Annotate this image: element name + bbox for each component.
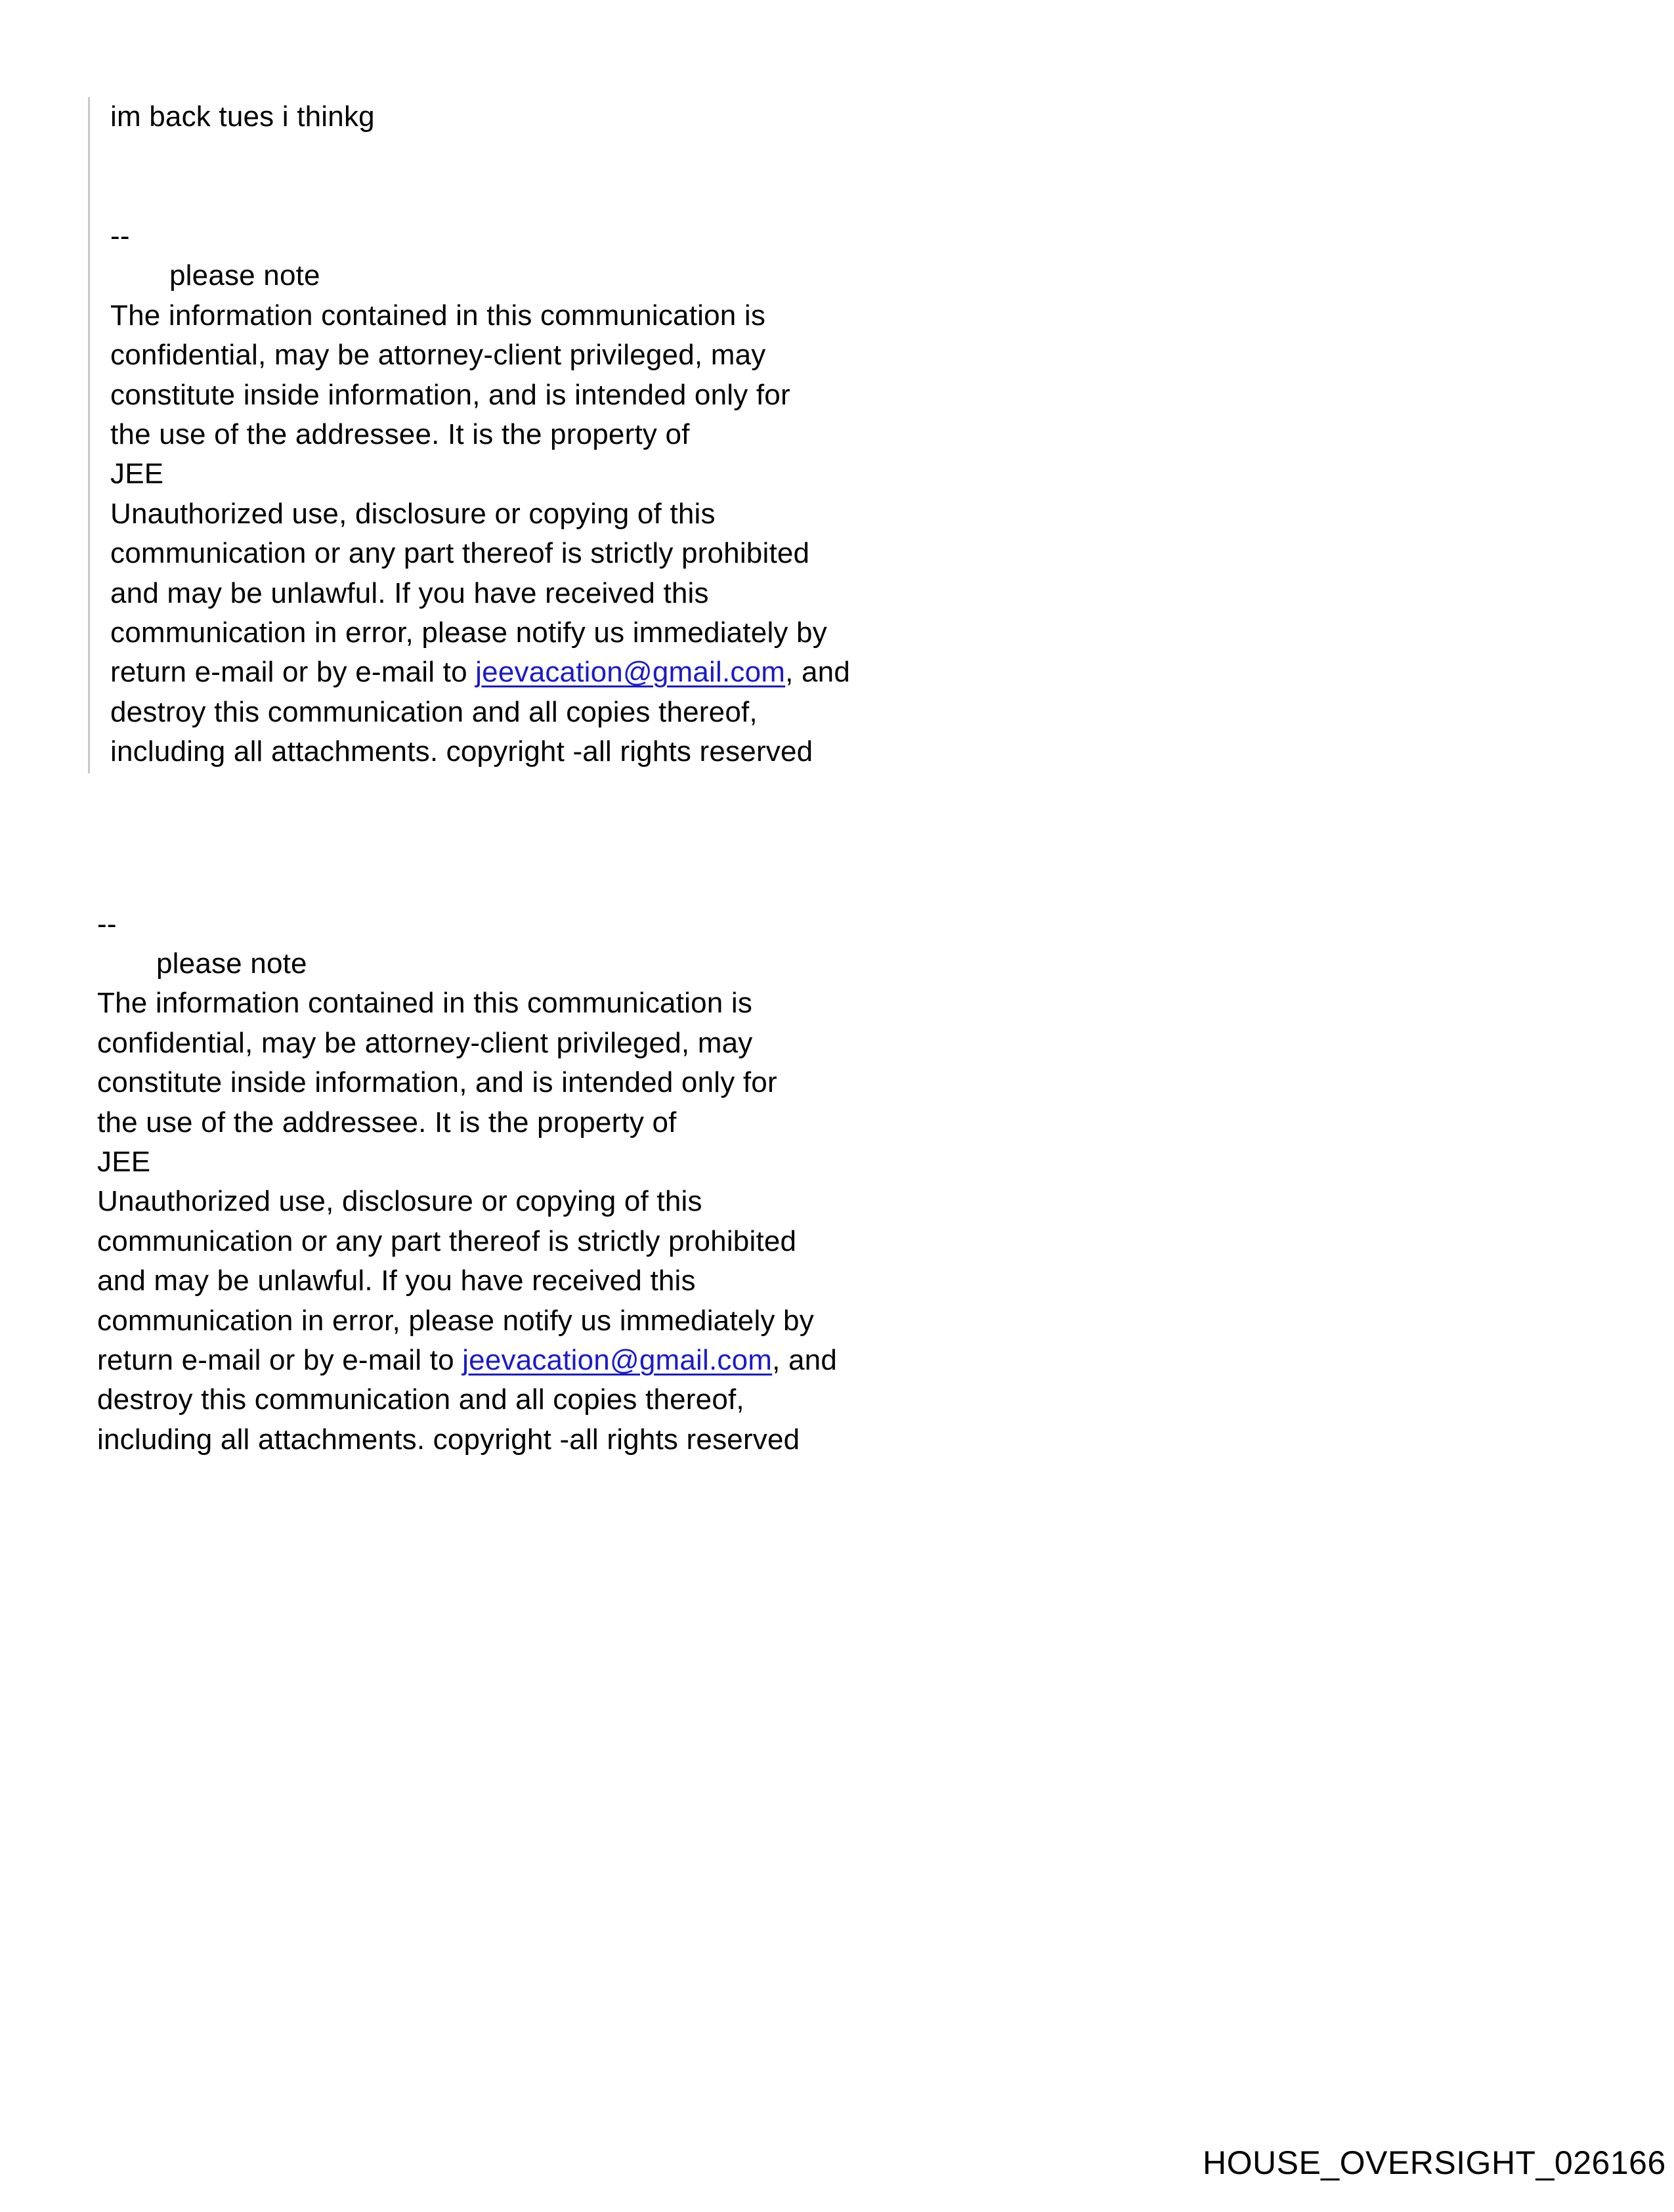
quoted-signature-line: communication or any part thereof is strictly prohibited [110,537,810,569]
quoted-signature-separator: -- [110,220,130,252]
signature-line: including all attachments. copyright -all rights reserved [97,1423,800,1456]
signature-line: The information contained in this communication is [97,987,753,1019]
signature-please-note: please note [156,947,307,980]
email-link[interactable]: jeevacation@gmail.com [462,1344,773,1376]
quoted-signature-line: confidential, may be attorney-client privileged, may [110,339,766,371]
email-prefix: return e-mail or by e-mail to [97,1344,463,1376]
quoted-email-suffix: , and [785,656,851,688]
quoted-email-prefix: return e-mail or by e-mail to [110,656,476,688]
quoted-signature-line: the use of the addressee. It is the property of [110,418,690,450]
quoted-signature-line: Unauthorized use, disclosure or copying of this [110,498,716,530]
quoted-signature-line: JEE [110,458,164,490]
signature-line: confidential, may be attorney-client privileged, may [97,1027,753,1059]
quoted-signature-line: The information contained in this communication is [110,299,766,332]
quoted-signature-line: and may be unlawful. If you have received this [110,577,709,609]
signature-line: communication in error, please notify us immediately by [97,1305,814,1337]
signature-line: and may be unlawful. If you have received this [97,1265,696,1297]
signature-line: the use of the addressee. It is the property of [97,1106,677,1139]
signature-line: JEE [97,1146,151,1178]
quoted-signature-please-note: please note [169,259,320,292]
quoted-signature-line: including all attachments. copyright -all rights reserved [110,735,813,768]
reply-message: im back tues i thinkg [110,100,375,133]
quoted-signature-line: communication in error, please notify us immediately by [110,617,827,649]
document-id-stamp: HOUSE_OVERSIGHT_026166 [1203,2144,1666,2181]
signature-email-line [97,1341,837,1380]
email-suffix: , and [772,1344,838,1376]
signature-separator: -- [97,908,117,940]
quoted-email-link[interactable]: jeevacation@gmail.com [475,656,786,688]
quoted-signature-line: destroy this communication and all copies thereof, [110,696,758,728]
quoted-signature-line: constitute inside information, and is intended only for [110,379,790,411]
signature-line: communication or any part thereof is strictly prohibited [97,1225,797,1257]
signature-line: Unauthorized use, disclosure or copying of this [97,1185,702,1217]
signature-line: constitute inside information, and is intended only for [97,1066,777,1098]
signature-line: destroy this communication and all copies thereof, [97,1383,744,1416]
quoted-signature-email-line [110,653,850,692]
